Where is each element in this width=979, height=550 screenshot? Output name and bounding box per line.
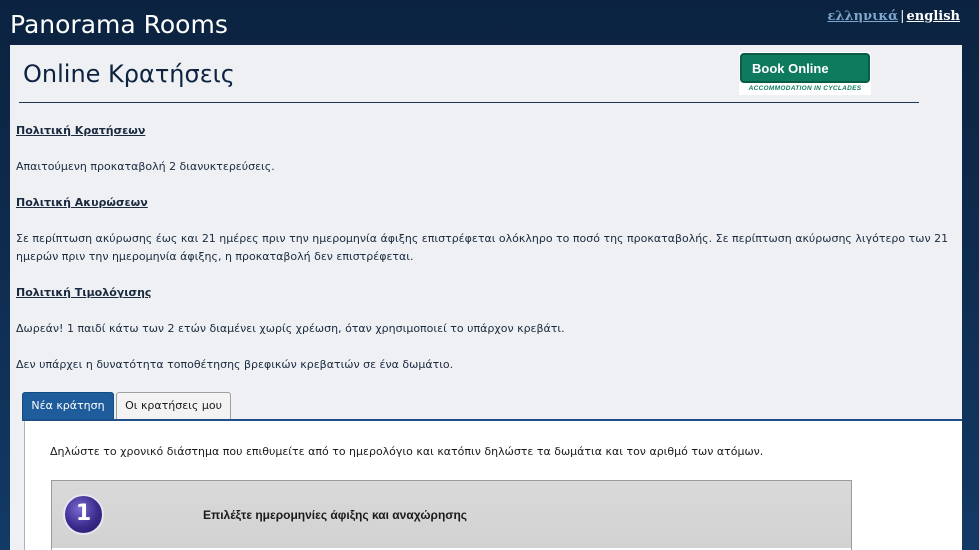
- booking-policy-heading[interactable]: Πολιτική Κρατήσεων: [16, 124, 146, 137]
- tab-my-bookings[interactable]: Οι κρατήσεις μου: [116, 392, 231, 420]
- pricing-policy-text-1: Δωρεάν! 1 παιδί κάτω των 2 ετών διαμένει χωρίς χρέωση, όταν χρησιμοποιεί το υπάρχον κρεβάτι.: [16, 322, 565, 335]
- language-separator: |: [900, 9, 905, 24]
- booking-policy-text: Απαιτούμενη προκαταβολή 2 διανυκτερεύσεις.: [16, 160, 275, 173]
- site-title: Panorama Rooms: [10, 10, 228, 39]
- tab-content-panel: [24, 421, 962, 550]
- language-link-greek[interactable]: ελληνικά: [827, 9, 899, 24]
- header-divider: [19, 102, 919, 103]
- book-online-logo[interactable]: [739, 52, 871, 95]
- language-switcher: [827, 9, 960, 24]
- logo-main-text: Book Online: [752, 61, 829, 76]
- tab-new-booking[interactable]: Νέα κράτηση: [22, 392, 114, 420]
- page-title: Online Κρατήσεις: [23, 60, 235, 88]
- book-online-badge: [740, 53, 870, 83]
- language-link-english[interactable]: english: [906, 9, 960, 24]
- pricing-policy-heading[interactable]: Πολιτική Τιμολόγισης: [16, 286, 152, 299]
- step-label: Επιλέξτε ημερομηνίες άφιξης και αναχώρησης: [203, 508, 468, 522]
- cancellation-policy-heading[interactable]: Πολιτική Ακυρώσεων: [16, 196, 148, 209]
- cancellation-policy-text: Σε περίπτωση ακύρωσης έως και 21 ημέρες πριν την ημερομηνία άφιξης επιστρέφεται ολόκληρο το ποσό της προκαταβολής. Σε περίπτωση ακύρωσης λιγότερο των 21 ημερών πριν την ημερομηνία άφιξης, η προκαταβολή δεν επιστρέφεται.: [16, 232, 949, 263]
- booking-instructions: Δηλώστε το χρονικό διάστημα που επιθυμείτε από το ημερολόγιο και κατόπιν δηλώστε τα δωμάτια και τον αριθμό των ατόμων.: [50, 445, 764, 458]
- main-panel: [10, 45, 962, 550]
- step-header: [52, 481, 851, 548]
- logo-subtitle: ACCOMMODATION IN CYCLADES: [748, 85, 862, 92]
- pricing-policy-text-2: Δεν υπάρχει η δυνατότητα τοποθέτησης βρεφικών κρεβατιών σε ένα δωμάτιο.: [16, 358, 454, 371]
- step-box: [51, 480, 852, 550]
- step-number-badge: 1: [63, 494, 104, 535]
